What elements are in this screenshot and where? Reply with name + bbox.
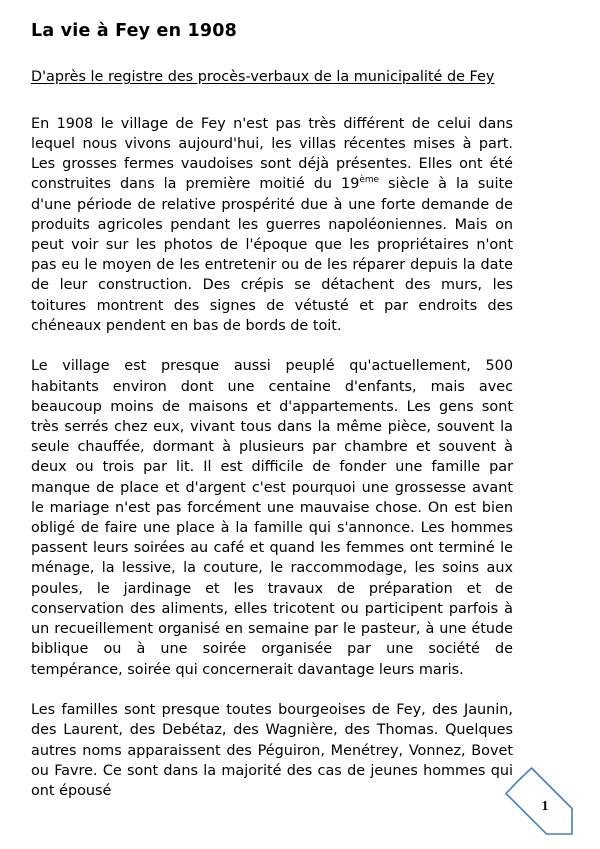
- ordinal-superscript: ème: [359, 175, 380, 186]
- page-number-marker: [502, 764, 586, 848]
- pentagon-bookmark-icon: [502, 764, 586, 848]
- paragraph-1-text-after-superscript: siècle à la suite d'une période de relative prospérité due à une forte demande de produits agricoles pendant les guerres napoléoniennes. Mais on peut voir sur les photos de l'époque que les propriétaires n'ont pas eu le moyen de les entretenir ou de les réparer depuis la date de leur construction. Des crépis se détachent des murs, les toitures montrent des signes de vétusté et par endroits des chéneaux pendent en bas de bords de toit.: [31, 176, 513, 334]
- paragraph-2: Le village est presque aussi peuplé qu'actuellement, 500 habitants environ dont une centaine d'enfants, mais avec beaucoup moins de maisons et d'appartements. Les gens sont très serrés chez eux, vivant tous dans la même pièce, souvent la seule chauffée, dormant à plusieurs par chambre et souvent à deux ou trois par lit. Il est difficile de fonder une famille par manque de place et d'argent c'est pourquoi une grossesse avant le mariage n'est pas forcément une mauvaise chose. On est bien obligé de faire une place à la famille qui s'annonce. Les hommes passent leurs soirées au café et quand les femmes ont terminé le ménage, la lessive, la couture, le raccommodage, les soins aux poules, le jardinage et les travaux de préparation et de conservation des aliments, elles tricotent ou participent parfois à un recueillement organisé en semaine par le pasteur, à une étude biblique ou à une soirée organisée par une société de tempérance, soirée qui concernerait davantage leurs maris.: [31, 358, 513, 678]
- paragraph-3: Les familles sont presque toutes bourgeoises de Fey, des Jaunin, des Laurent, des Debétaz, des Wagnière, des Thomas. Quelques autres noms apparaissent des Péguiron, Menétrey, Vonnez, Bovet ou Favre. Ce sont dans la majorité des cas de jeunes hommes qui ont épousé: [31, 702, 513, 800]
- page-number-label: 1: [541, 799, 549, 814]
- paragraph-1-text-before-superscript: En 1908 le village de Fey n'est pas très différent de celui dans lequel nous vivons aujourd'hui, les villas récentes mises à part. Les grosses fermes vaudoises sont déjà présentes. Elles ont été construites dans la première moitié du 19: [31, 115, 513, 193]
- document-subtitle: D'après le registre des procès-verbaux de la municipalité de Fey: [31, 69, 495, 85]
- document-body: [31, 21, 513, 801]
- page-title: La vie à Fey en 1908: [31, 21, 238, 41]
- paragraph-1: [31, 114, 513, 336]
